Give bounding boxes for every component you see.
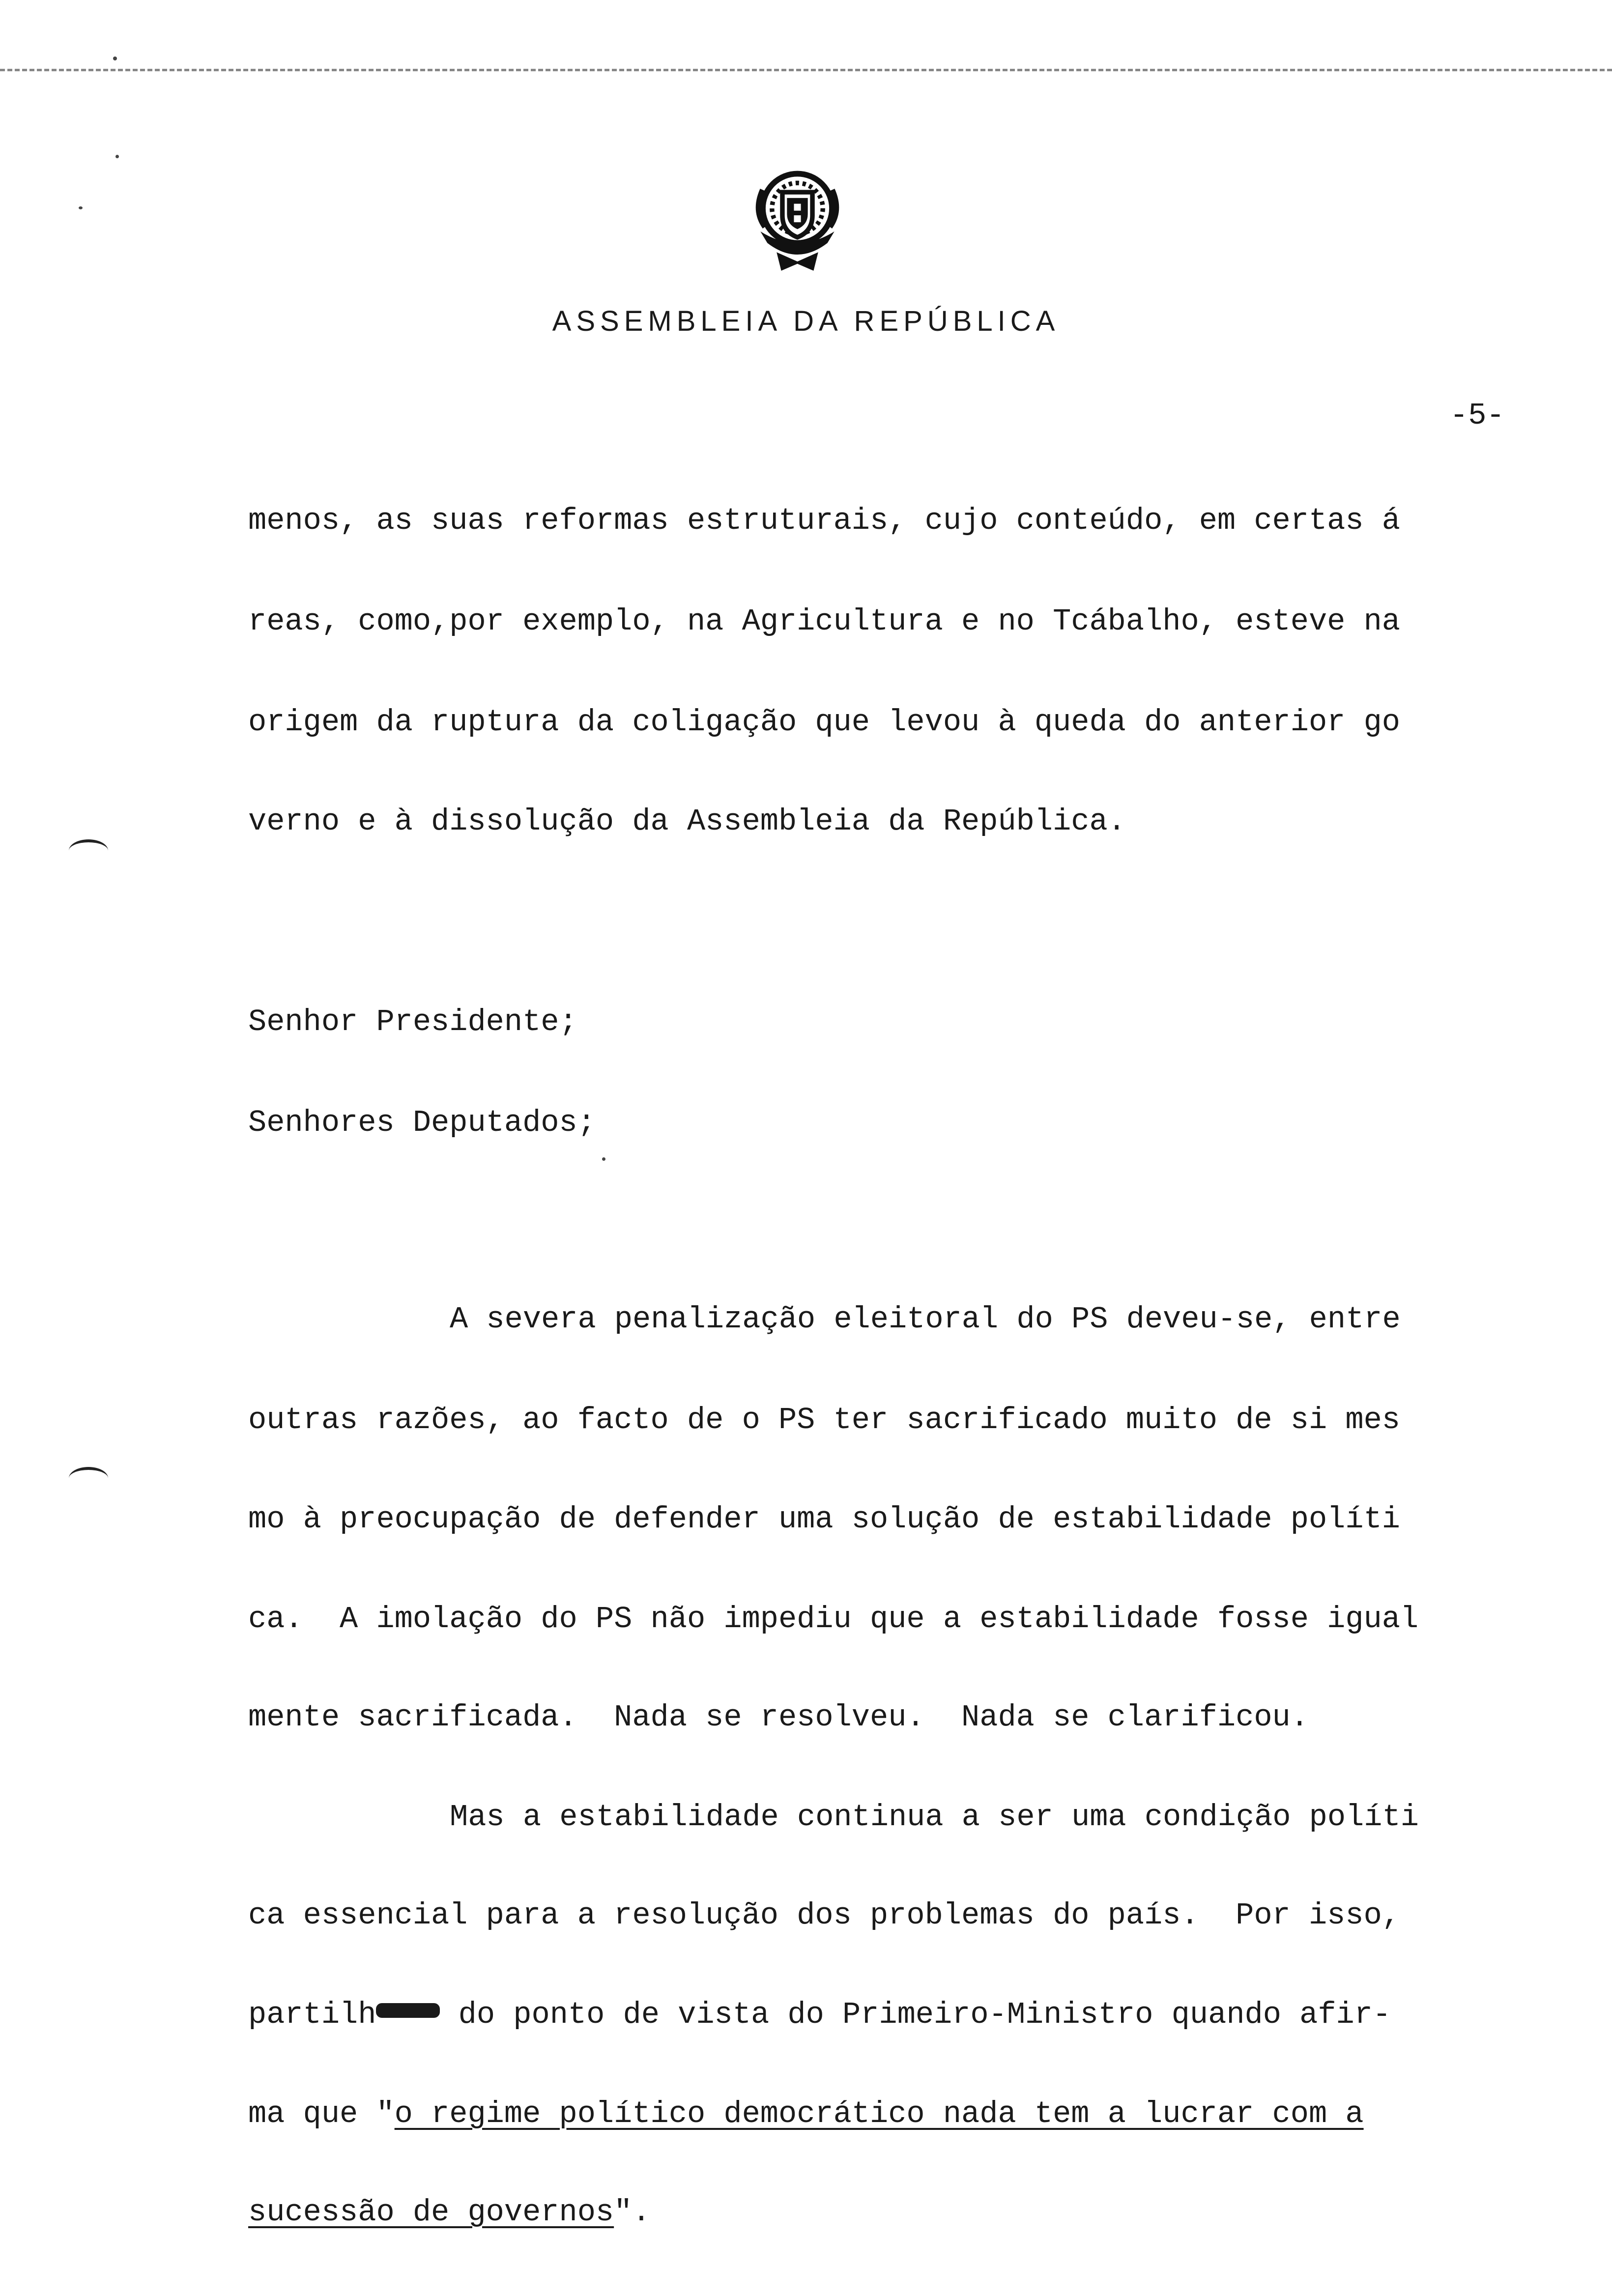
portuguese-coat-of-arms-icon <box>740 160 855 280</box>
quoted-text: o regime político democrático nada tem a lucrar com a <box>394 2096 1364 2131</box>
scan-speck <box>115 155 119 158</box>
paragraph-line: mo à preocupação de defender uma solução de estabilidade políti <box>248 1502 1400 1537</box>
paragraph-line: A severa penalização eleitoral do PS deveu-se, entre <box>450 1302 1401 1337</box>
punch-hole-mark <box>69 1467 108 1490</box>
paragraph-line: ca. A imolação do PS não impediu que a estabilidade fosse igual <box>248 1602 1419 1636</box>
scan-speck <box>79 206 83 209</box>
top-scan-rule <box>0 69 1612 71</box>
punch-hole-mark <box>69 839 108 862</box>
scan-speck <box>113 57 117 60</box>
page-number: -5- <box>1450 398 1505 433</box>
salutation-line: Senhor Presidente; <box>248 1004 577 1039</box>
paragraph-line: mente sacrificada. Nada se resolveu. Nada se clarificou. <box>248 1700 1309 1735</box>
institution-heading: ASSEMBLEIA DA REPÚBLICA <box>552 305 1060 337</box>
line-text: ma que " <box>248 2096 395 2131</box>
quoted-text: sucessão de governos <box>248 2195 614 2230</box>
line-text: partilh <box>248 1997 376 2032</box>
paragraph-line: Mas a estabilidade continua a ser uma condição políti <box>450 1800 1419 1835</box>
line-text: ". <box>614 2195 651 2230</box>
paragraph-line: reas, como,por exemplo, na Agricultura e no Tcábalho, esteve na <box>248 604 1400 639</box>
salutation-line: Senhores Deputados; <box>248 1105 596 1140</box>
paragraph-line: menos, as suas reformas estruturais, cujo conteúdo, em certas á <box>248 503 1400 538</box>
paragraph-line <box>248 2193 651 2232</box>
paragraph-line: origem da ruptura da coligação que levou à queda do anterior go <box>248 705 1400 740</box>
paragraph-line <box>248 2095 1364 2134</box>
paragraph-line: verno e à dissolução da Assembleia da República. <box>248 804 1126 839</box>
paragraph-line: outras razões, ao facto de o PS ter sacrificado muito de si mes <box>248 1403 1400 1437</box>
paragraph-line: ca essencial para a resolução dos problemas do país. Por isso, <box>248 1898 1400 1933</box>
ink-blot <box>376 2003 440 2018</box>
paragraph-line <box>248 1995 1391 2035</box>
line-text: do ponto de vista do Primeiro-Ministro quando afir- <box>440 1997 1391 2032</box>
scan-speck <box>602 1157 605 1161</box>
